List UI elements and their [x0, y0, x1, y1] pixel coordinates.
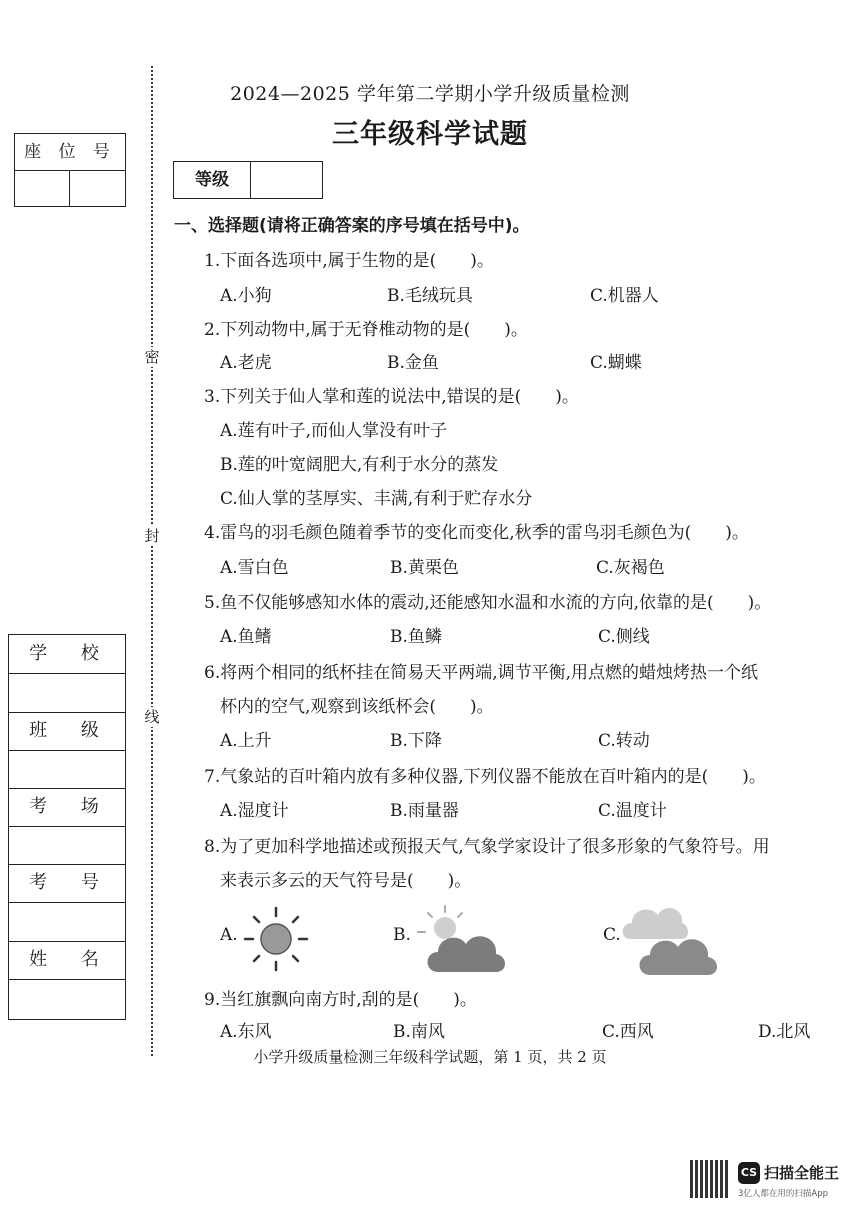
q6-option-c: C.转动 [598, 731, 650, 751]
q2-option-a: A.老虎 [220, 353, 272, 373]
q7-option-a: A.湿度计 [220, 801, 289, 821]
camscanner-logo-icon: CS [738, 1162, 760, 1184]
question-3-stem: 3.下列关于仙人掌和莲的说法中,错误的是( )。 [204, 387, 579, 407]
exam-title: 三年级科学试题 [332, 119, 528, 150]
q9-option-d: D.北风 [758, 1022, 811, 1042]
q8-option-c: C. [603, 925, 621, 945]
scanner-app-name: 扫描全能王 [764, 1164, 840, 1182]
table-rule [9, 750, 125, 751]
question-1-stem: 1.下面各选项中,属于生物的是( )。 [204, 251, 494, 271]
q2-option-c: C.蝴蝶 [590, 353, 642, 373]
question-4-stem: 4.雷鸟的羽毛颜色随着季节的变化而变化,秋季的雷鸟羽毛颜色为( )。 [204, 523, 749, 543]
q9-option-b: B.南风 [393, 1022, 445, 1042]
question-2-stem: 2.下列动物中,属于无脊椎动物的是( )。 [204, 320, 528, 340]
school-label: 学 校 [29, 643, 113, 664]
q4-option-b: B.黄栗色 [390, 558, 459, 578]
table-rule [9, 979, 125, 980]
q7-option-b: B.雨量器 [390, 801, 459, 821]
question-6-stem: 6.将两个相同的纸杯挂在简易天平两端,调节平衡,用点燃的蜡烛烤热一个纸 [204, 663, 759, 683]
exam-number-label: 考 号 [29, 872, 113, 893]
q5-option-b: B.鱼鳞 [390, 627, 442, 647]
section-1-title: 一、选择题(请将正确答案的序号填在括号中)。 [174, 216, 530, 236]
student-info-table [8, 634, 126, 1020]
question-6-stem-continued: 杯内的空气,观察到该纸杯会( )。 [220, 697, 494, 717]
exam-room-label: 考 场 [29, 796, 113, 817]
q1-option-a: A.小狗 [220, 286, 272, 306]
name-label: 姓 名 [29, 949, 113, 970]
table-rule [9, 826, 125, 827]
q3-option-c: C.仙人掌的茎厚实、丰满,有利于贮存水分 [220, 489, 533, 509]
seal-char-feng: 封 [142, 526, 162, 546]
table-rule [9, 673, 125, 674]
q9-option-a: A.东风 [220, 1022, 272, 1042]
q9-option-c: C.西风 [602, 1022, 654, 1042]
seal-char-xian: 线 [142, 707, 162, 727]
grade-box [173, 161, 323, 199]
grade-label: 等级 [174, 162, 251, 198]
q4-option-c: C.灰褐色 [596, 558, 665, 578]
question-8-stem: 8.为了更加科学地描述或预报天气,气象学家设计了很多形象的气象符号。用 [204, 837, 770, 857]
question-8-stem-continued: 来表示多云的天气符号是( )。 [220, 871, 472, 891]
q7-option-c: C.温度计 [598, 801, 667, 821]
seat-number-label: 座 位 号 [15, 134, 125, 171]
q3-option-a: A.莲有叶子,而仙人掌没有叶子 [220, 421, 448, 441]
seat-number-box [14, 133, 126, 207]
q8-option-a: A. [220, 925, 238, 945]
class-label: 班 级 [29, 720, 113, 741]
scanner-app-tagline: 3亿人都在用的扫描App [738, 1189, 829, 1199]
overcast-cloud-symbol-icon [620, 897, 720, 979]
qr-code-icon [690, 1160, 728, 1198]
q5-option-c: C.侧线 [598, 627, 650, 647]
q4-option-a: A.雪白色 [220, 558, 289, 578]
q3-option-b: B.莲的叶宽阔肥大,有利于水分的蒸发 [220, 455, 499, 475]
q8-option-b: B. [393, 925, 411, 945]
question-9-stem: 9.当红旗飘向南方时,刮的是( )。 [204, 990, 477, 1010]
table-rule [9, 902, 125, 903]
q1-option-b: B.毛绒玩具 [387, 286, 473, 306]
q5-option-a: A.鱼鳍 [220, 627, 272, 647]
sunny-symbol-icon [240, 900, 320, 980]
binding-dotted-line [151, 66, 153, 1056]
seat-number-divider [69, 171, 70, 206]
q6-option-a: A.上升 [220, 731, 272, 751]
cloudy-with-sun-symbol-icon [410, 900, 510, 978]
page-footer: 小学升级质量检测三年级科学试题，第 1 页，共 2 页 [253, 1048, 607, 1066]
question-7-stem: 7.气象站的百叶箱内放有多种仪器,下列仪器不能放在百叶箱内的是( )。 [204, 767, 766, 787]
q6-option-b: B.下降 [390, 731, 442, 751]
q1-option-c: C.机器人 [590, 286, 659, 306]
seal-char-mi: 密 [142, 347, 162, 367]
question-5-stem: 5.鱼不仅能够感知水体的震动,还能感知水温和水流的方向,依靠的是( )。 [204, 593, 772, 613]
q2-option-b: B.金鱼 [387, 353, 439, 373]
exam-term-line: 2024—2025 学年第二学期小学升级质量检测 [230, 83, 630, 105]
